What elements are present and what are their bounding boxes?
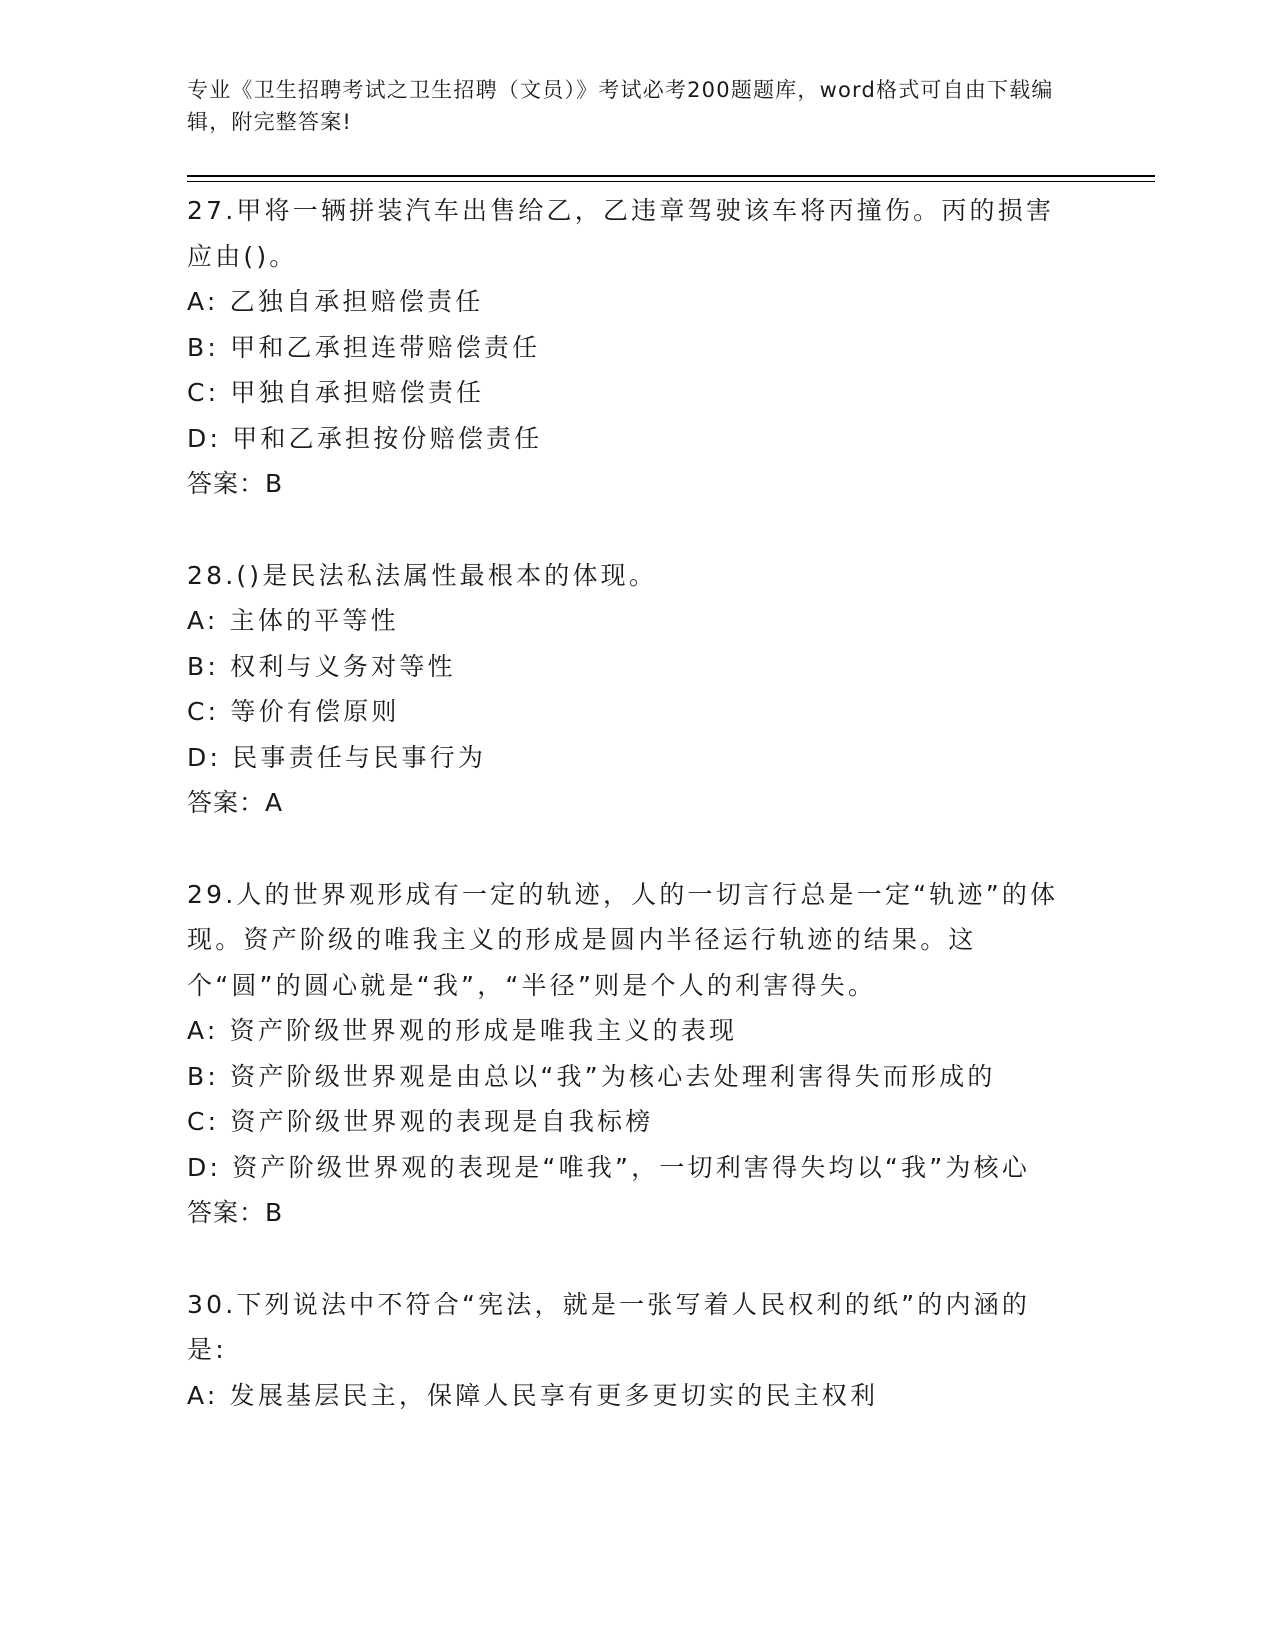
option-c: C: 资产阶级世界观的表现是自我标榜	[187, 1107, 654, 1136]
page-header: 专业《卫生招聘考试之卫生招聘（文员）》考试必考200题题库，word格式可自由下载编辑，附完整答案!	[187, 78, 1054, 134]
question-stem: 28.()是民法私法属性最根本的体现。	[187, 560, 658, 590]
answer: 答案：B	[187, 469, 284, 498]
question-29	[187, 872, 1067, 1236]
header-divider-thick	[187, 175, 1155, 177]
question-stem: 29.人的世界观形成有一定的轨迹，人的一切言行总是一定“轨迹”的体现。资产阶级的唯我主义的形成是圆内半径运行轨迹的结果。这个“圆”的圆心就是“我”，“半径”则是个人的利害得失。	[187, 879, 1059, 1000]
option-a: A: 主体的平等性	[187, 606, 399, 635]
option-b: B: 权利与义务对等性	[187, 651, 456, 681]
option-b: B: 甲和乙承担连带赔偿责任	[187, 332, 541, 362]
option-b: B: 资产阶级世界观是由总以“我”为核心去处理利害得失而形成的	[187, 1061, 996, 1091]
question-list	[187, 188, 1067, 1464]
header-divider-thin	[187, 181, 1155, 182]
option-d: D: 资产阶级世界观的表现是“唯我”，一切利害得失均以“我”为核心	[187, 1152, 1031, 1182]
question-stem: 27.甲将一辆拼装汽车出售给乙，乙违章驾驶该车将丙撞伤。丙的损害应由()。	[187, 196, 1055, 271]
answer: 答案：A	[187, 788, 284, 817]
option-d: D: 民事责任与民事行为	[187, 742, 487, 772]
option-a: A: 乙独自承担赔偿责任	[187, 287, 484, 316]
question-stem: 30.下列说法中不符合“宪法，就是一张写着人民权利的纸”的内涵的是:	[187, 1289, 1031, 1364]
question-28	[187, 553, 1067, 826]
question-27	[187, 188, 1067, 507]
question-30	[187, 1282, 1067, 1419]
option-a: A: 资产阶级世界观的形成是唯我主义的表现	[187, 1016, 738, 1045]
answer: 答案：B	[187, 1198, 284, 1227]
option-d: D: 甲和乙承担按份赔偿责任	[187, 423, 543, 453]
option-a: A: 发展基层民主，保障人民享有更多更切实的民主权利	[187, 1380, 879, 1410]
option-c: C: 甲独自承担赔偿责任	[187, 378, 485, 407]
option-c: C: 等价有偿原则	[187, 697, 400, 726]
